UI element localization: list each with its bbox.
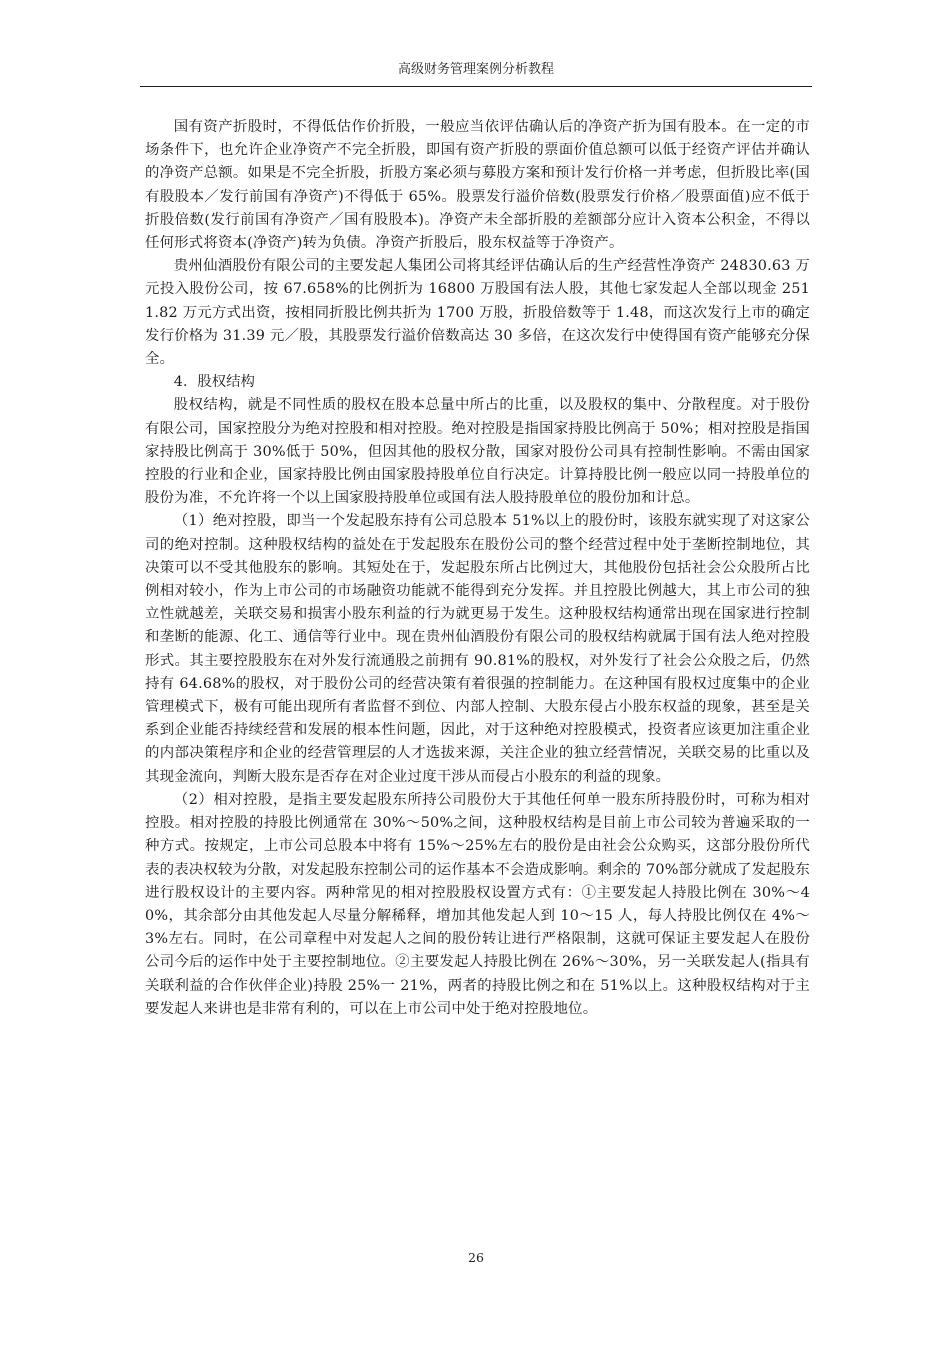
paragraph-state-asset-conversion: 国有资产折股时，不得低估作价折股，一般应当依评估确认后的净资产折为国有股本。在一定的市场条件下，也允许企业净资产不完全折股，即国有资产折股的票面价值总额可以低于经资产评估并确认的净资产总额。如果是不完全折股，折股方案必须与募股方案和预计发行价格一并考虑，但折股比率(国有股股本／发行前国有净资产)不得低于 65%。股票发行溢价倍数(股票发行价格／股票面值)应不低于折股倍数(发行前国有净资产／国有股股本)。净资产未全部折股的差额部分应计入资本公积金，不得以任何形式将资本(净资产)转为负债。净资产折股后，股东权益等于净资产。 [145, 119, 810, 252]
paragraph-relative-control: （2）相对控股，是指主要发起股东所持公司股份大于其他任何单一股东所持股份时，可称为相对控股。相对控股的持股比例通常在 30%～50%之间，这种股权结构是目前上市公司较为普遍采取的一种方式。按规定，上市公司总股本中将有 15%～25%左右的股份是由社会公众购买，这部分股份所代表的表决权较为分散，对发起股东控制公司的运作基本不会造成影响。剩余的 70%部分就成了发起股东进行股权设计的主要内容。两种常见的相对控股股权设置方式有：①主要发起人持股比例在 30%～40%，其余部分由其他发起人尽量分解稀释，增加其他发起人到 10～15 人，每人持股比例仅在 4%～3%左右。同时，在公司章程中对发起人之间的股份转让进行严格限制，这就可保证主要发起人在股份公司今后的运作中处于主要控制地位。②主要发起人持股比例在 26%～30%，另一关联发起人(指具有关联利益的合作伙伴企业)持股 25%一 21%，两者的持股比例之和在 51%以上。这种股权结构对于主要发起人来讲也是非常有利的，可以在上市公司中处于绝对控股地位。 [145, 791, 810, 1017]
page-number: 26 [468, 1250, 484, 1265]
paragraph-equity-structure-definition: 股权结构，就是不同性质的股权在股本总量中所占的比重，以及股权的集中、分散程度。对于股份有限公司，国家控股分为绝对控股和相对控股。绝对控股是指国家持股比例高于 50%；相对控股是指国家持股比例高于 30%低于 50%，但因其他的股权分散，国家对股份公司具有控制性影响。不需由国家控股的行业和企业，国家持股比例由国家股持股单位自行决定。计算持股比例一般应以同一持股单位的股份为准，不允许将一个以上国家股持股单位或国有法人股持股单位的股份加和计总。 [145, 397, 810, 507]
header-divider [140, 86, 812, 87]
paragraph-absolute-control: （1）绝对控股，即当一个发起股东持有公司总股本 51%以上的股份时，该股东就实现了对这家公司的绝对控制。这种股权结构的益处在于发起股东在股份公司的整个经营过程中处于垄断控制地位，其决策可以不受其他股东的影响。其短处在于，发起股东所占比例过大，其他股份包括社会公众股所占比例相对较小，作为上市公司的市场融资功能就不能得到充分发挥。并且控股比例越大，其上市公司的独立性就越差，关联交易和损害小股东利益的行为就更易于发生。这种股权结构通常出现在国家进行控制和垄断的能源、化工、通信等行业中。现在贵州仙酒股份有限公司的股权结构就属于国有法人绝对控股形式。其主要控股股东在对外发行流通股之前拥有 90.81%的股权，对外发行了社会公众股之后，仍然持有 64.68%的股权，对于股份公司的经营决策有着很强的控制能力。在这种国有股权过度集中的企业管理模式下，极有可能出现所有者监督不到位、内部人控制、大股东侵占小股东权益的现象，甚至是关系到企业能否持续经营和发展的根本性问题，因此，对于这种绝对控股模式，投资者应该更加注重企业的内部决策程序和企业的经营管理层的人才选拔来源，关注企业的独立经营情况，关联交易的比重以及其现金流向，判断大股东是否存在对企业过度干涉从而侵占小股东的利益的现象。 [145, 513, 810, 785]
running-header-title: 高级财务管理案例分析教程 [397, 62, 554, 77]
body-text [145, 116, 810, 1021]
section-heading-equity-structure: 4．股权结构 [173, 374, 255, 391]
paragraph-company-example: 贵州仙酒股份有限公司的主要发起人集团公司将其经评估确认后的生产经营性净资产 24830.63 万元投入股份公司，按 67.658%的比例折为 16800 万股国有法人股，其他七家发起人全部以现金 2511.82 万元方式出资，按相同折股比例共折为 1700 万股，折股倍数等于 1.48，而这次发行上市的确定发行价格为 31.39 元／股，其股票发行溢价倍数高达 30 多倍，在这次发行中使得国有资产能够充分保全。 [145, 258, 810, 368]
